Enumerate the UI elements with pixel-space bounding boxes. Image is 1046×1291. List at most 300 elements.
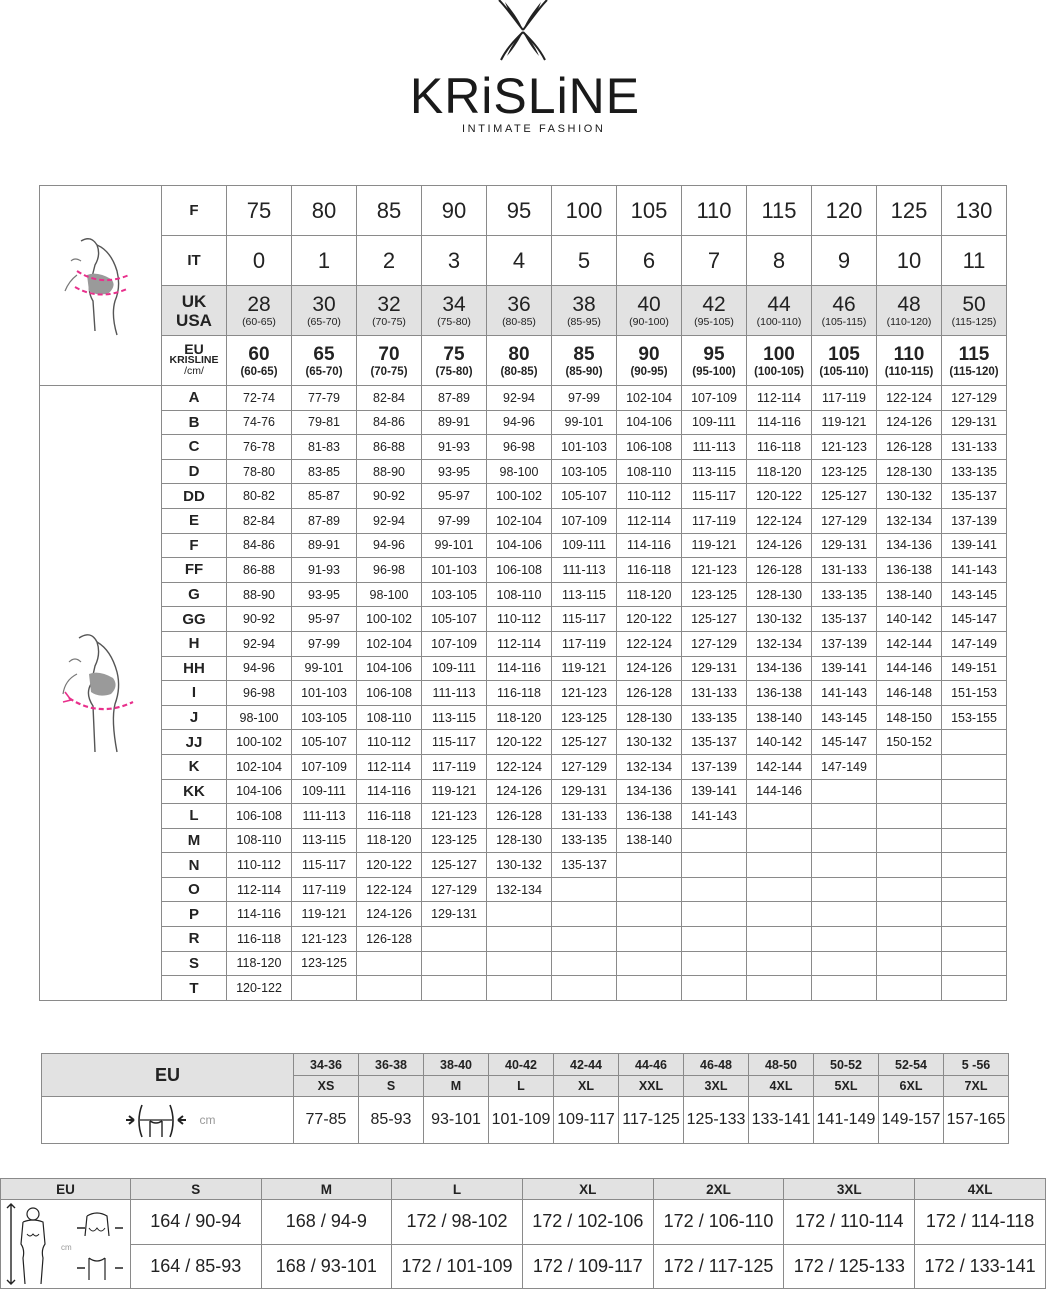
height-bust-cell: 172 / 98-102 — [392, 1200, 523, 1245]
bust-range-cell — [812, 951, 877, 976]
bust-range-cell — [812, 927, 877, 952]
bust-range-cell: 111-113 — [552, 558, 617, 583]
bust-range-cell: 115-117 — [292, 853, 357, 878]
bust-range-cell: 109-111 — [422, 656, 487, 681]
bust-range-cell: 109-111 — [292, 779, 357, 804]
bust-range-cell — [357, 976, 422, 1001]
band-size-cell: 3 — [422, 236, 487, 286]
band-size-cell: 10 — [877, 236, 942, 286]
bust-range-cell: 104-106 — [487, 533, 552, 558]
bust-range-cell: 126-128 — [617, 681, 682, 706]
bust-range-cell: 110-112 — [227, 853, 292, 878]
bust-range-cell: 118-120 — [487, 705, 552, 730]
bust-range-cell — [747, 927, 812, 952]
bust-range-cell: 122-124 — [357, 877, 422, 902]
bust-range-cell: 124-126 — [877, 410, 942, 435]
bust-range-cell: 90-92 — [357, 484, 422, 509]
bust-range-cell — [682, 853, 747, 878]
bust-range-cell — [552, 877, 617, 902]
uk-size-range: (85-95) — [567, 315, 601, 328]
bust-range-cell: 131-133 — [812, 558, 877, 583]
butterfly-logo-icon — [487, 0, 559, 62]
cup-label: S — [162, 951, 227, 976]
eu-size-range: (90-95) — [630, 365, 668, 378]
bust-range-cell: 113-115 — [552, 582, 617, 607]
band-size-cell: 9 — [812, 236, 877, 286]
bust-range-cell: 122-124 — [617, 631, 682, 656]
bust-range-cell: 132-134 — [877, 508, 942, 533]
height-hips-cell: 172 / 117-125 — [653, 1244, 784, 1289]
height-bust-cell: 172 / 106-110 — [653, 1200, 784, 1245]
band-size-cell: 8 — [747, 236, 812, 286]
body-figure-cell — [1, 1200, 131, 1289]
height-bust-cell: 164 / 90-94 — [130, 1200, 261, 1245]
cup-label: FF — [162, 558, 227, 583]
uk-size-range: (80-85) — [502, 315, 536, 328]
band-size-cell: 120 — [812, 186, 877, 236]
bust-range-cell: 97-99 — [552, 386, 617, 411]
bust-range-cell: 104-106 — [357, 656, 422, 681]
cup-label: A — [162, 386, 227, 411]
bust-range-cell: 127-129 — [552, 754, 617, 779]
cup-label: KK — [162, 779, 227, 804]
bust-range-cell — [812, 976, 877, 1001]
brand-name: KRiSLiNE — [409, 68, 641, 124]
bust-range-cell: 130-132 — [617, 730, 682, 755]
uk-size-value: 44 — [767, 292, 791, 316]
bust-range-cell: 126-128 — [747, 558, 812, 583]
eu-size-cell — [747, 336, 812, 386]
bust-range-cell: 122-124 — [487, 754, 552, 779]
bust-range-cell — [942, 927, 1007, 952]
bust-range-cell: 92-94 — [487, 386, 552, 411]
eu-size-cell: 40-42 — [489, 1054, 554, 1076]
eu-size-cell: 42-44 — [554, 1054, 619, 1076]
bust-range-cell: 101-103 — [292, 681, 357, 706]
band-size-cell: 105 — [617, 186, 682, 236]
eu-size-value: 65 — [313, 343, 335, 365]
eu-size-cell: 36-38 — [359, 1054, 424, 1076]
eu-krisline-label — [162, 336, 227, 386]
bust-range-cell: 123-125 — [552, 705, 617, 730]
uk-size-cell — [487, 286, 552, 336]
band-size-cell: 85 — [357, 186, 422, 236]
uk-size-value: 42 — [702, 292, 726, 316]
bust-range-cell — [942, 754, 1007, 779]
bust-range-cell: 119-121 — [292, 902, 357, 927]
bust-range-cell: 122-124 — [877, 386, 942, 411]
bust-range-cell: 98-100 — [227, 705, 292, 730]
band-size-cell: 125 — [877, 186, 942, 236]
bust-range-cell: 106-108 — [357, 681, 422, 706]
height-hips-cell: 172 / 133-141 — [915, 1244, 1046, 1289]
bust-range-cell: 125-127 — [422, 853, 487, 878]
bust-range-cell: 108-110 — [487, 582, 552, 607]
bust-range-cell: 118-120 — [227, 951, 292, 976]
brand-tagline: INTIMATE FASHION — [462, 123, 606, 135]
bust-range-cell: 127-129 — [682, 631, 747, 656]
bust-range-cell: 118-120 — [357, 828, 422, 853]
bust-range-cell: 96-98 — [357, 558, 422, 583]
bust-range-cell: 77-79 — [292, 386, 357, 411]
eu-size-cell — [422, 336, 487, 386]
bust-range-cell: 125-127 — [552, 730, 617, 755]
eu-size-cell: 5 -56 — [944, 1054, 1009, 1076]
bust-range-cell: 100-102 — [227, 730, 292, 755]
bust-range-cell: 133-135 — [812, 582, 877, 607]
bust-range-cell: 129-131 — [942, 410, 1007, 435]
bust-range-cell: 129-131 — [422, 902, 487, 927]
bust-range-cell: 131-133 — [552, 804, 617, 829]
bust-range-cell — [812, 804, 877, 829]
bust-range-cell — [812, 853, 877, 878]
bust-range-cell: 120-122 — [617, 607, 682, 632]
bust-range-cell: 102-104 — [357, 631, 422, 656]
bust-range-cell: 82-84 — [357, 386, 422, 411]
height-bust-cell: 172 / 102-106 — [522, 1200, 653, 1245]
size-header-cell: 3XL — [784, 1179, 915, 1200]
bust-range-cell — [877, 976, 942, 1001]
uk-usa-label — [162, 286, 227, 336]
bust-range-cell: 127-129 — [812, 508, 877, 533]
bust-range-cell: 145-147 — [942, 607, 1007, 632]
bust-range-cell: 134-136 — [747, 656, 812, 681]
bust-range-cell: 130-132 — [877, 484, 942, 509]
band-size-cell: 7 — [682, 236, 747, 286]
bust-range-cell: 145-147 — [812, 730, 877, 755]
bust-range-cell: 137-139 — [682, 754, 747, 779]
underbust-figure-cell — [40, 386, 162, 1001]
cup-label: DD — [162, 484, 227, 509]
eu-size-range: (95-100) — [692, 365, 736, 378]
bust-range-cell: 91-93 — [292, 558, 357, 583]
bust-range-cell: 136-138 — [617, 804, 682, 829]
height-hips-cell: 164 / 85-93 — [130, 1244, 261, 1289]
band-size-cell: 100 — [552, 186, 617, 236]
hip-range-cell: 85-93 — [359, 1097, 424, 1144]
bust-range-cell — [942, 804, 1007, 829]
uk-size-value: 28 — [247, 292, 271, 316]
bust-range-cell: 135-137 — [552, 853, 617, 878]
bust-range-cell: 151-153 — [942, 681, 1007, 706]
bust-range-cell: 133-135 — [552, 828, 617, 853]
uk-size-range: (65-70) — [307, 315, 341, 328]
bust-range-cell: 113-115 — [292, 828, 357, 853]
bust-range-cell: 100-102 — [357, 607, 422, 632]
letter-size-cell: XS — [294, 1076, 359, 1097]
bust-range-cell: 142-144 — [747, 754, 812, 779]
bust-range-cell: 144-146 — [747, 779, 812, 804]
band-size-cell: 5 — [552, 236, 617, 286]
bust-range-cell: 110-112 — [617, 484, 682, 509]
bust-range-cell: 112-114 — [487, 631, 552, 656]
bust-range-cell: 104-106 — [227, 779, 292, 804]
bust-range-cell: 127-129 — [422, 877, 487, 902]
bottom-eu-label: EU — [1, 1179, 131, 1200]
uk-size-cell — [942, 286, 1007, 336]
uk-size-range: (90-100) — [629, 315, 669, 328]
bust-range-cell — [682, 976, 747, 1001]
bust-range-cell: 124-126 — [617, 656, 682, 681]
bust-range-cell: 141-143 — [812, 681, 877, 706]
bust-range-cell: 90-92 — [227, 607, 292, 632]
bust-range-cell — [942, 853, 1007, 878]
bust-range-cell: 132-134 — [487, 877, 552, 902]
cup-label: P — [162, 902, 227, 927]
bust-range-cell — [617, 853, 682, 878]
bust-range-cell — [877, 877, 942, 902]
bust-range-cell: 80-82 — [227, 484, 292, 509]
bust-range-cell: 135-137 — [812, 607, 877, 632]
bust-range-cell — [877, 927, 942, 952]
bust-range-cell: 92-94 — [357, 508, 422, 533]
bust-range-cell: 117-119 — [812, 386, 877, 411]
bust-range-cell: 136-138 — [747, 681, 812, 706]
eu-size-value: 70 — [378, 343, 400, 365]
cup-label: HH — [162, 656, 227, 681]
bust-range-cell — [877, 828, 942, 853]
bust-range-cell — [747, 902, 812, 927]
bust-range-cell: 103-105 — [552, 459, 617, 484]
bust-range-cell: 120-122 — [487, 730, 552, 755]
bust-range-cell: 131-133 — [942, 435, 1007, 460]
bust-range-cell — [422, 927, 487, 952]
cup-label: JJ — [162, 730, 227, 755]
bust-range-cell: 127-129 — [942, 386, 1007, 411]
bust-range-cell: 117-119 — [682, 508, 747, 533]
bust-range-cell — [617, 902, 682, 927]
eu-size-cell — [682, 336, 747, 386]
bust-range-cell: 130-132 — [487, 853, 552, 878]
bust-figure-cell — [40, 186, 162, 386]
eu-size-value: 60 — [248, 343, 270, 365]
letter-size-cell: 4XL — [749, 1076, 814, 1097]
height-hips-cell: 172 / 101-109 — [392, 1244, 523, 1289]
bust-range-cell: 102-104 — [487, 508, 552, 533]
bust-range-cell: 120-122 — [357, 853, 422, 878]
eu-size-value: 80 — [508, 343, 530, 365]
bust-range-cell: 89-91 — [292, 533, 357, 558]
bust-range-cell: 147-149 — [942, 631, 1007, 656]
size-system-label: F — [162, 186, 227, 236]
bust-range-cell: 141-143 — [942, 558, 1007, 583]
bust-range-cell: 143-145 — [812, 705, 877, 730]
bust-range-cell: 110-112 — [357, 730, 422, 755]
bust-range-cell — [747, 976, 812, 1001]
bust-range-cell — [747, 877, 812, 902]
uk-size-range: (110-120) — [886, 315, 932, 328]
uk-size-range: (60-65) — [242, 315, 276, 328]
bust-range-cell: 124-126 — [487, 779, 552, 804]
bust-range-cell: 108-110 — [617, 459, 682, 484]
bust-range-cell — [942, 976, 1007, 1001]
band-size-cell: 1 — [292, 236, 357, 286]
eu-size-cell — [487, 336, 552, 386]
hip-range-cell: 157-165 — [944, 1097, 1009, 1144]
bust-range-cell: 106-108 — [617, 435, 682, 460]
cup-label: L — [162, 804, 227, 829]
bust-range-cell: 89-91 — [422, 410, 487, 435]
bust-range-cell — [877, 951, 942, 976]
bust-range-cell — [552, 902, 617, 927]
band-size-cell: 95 — [487, 186, 552, 236]
bust-range-cell: 139-141 — [812, 656, 877, 681]
bust-range-cell: 79-81 — [292, 410, 357, 435]
bra-size-table — [39, 185, 1007, 1001]
bust-range-cell: 141-143 — [682, 804, 747, 829]
band-size-cell: 4 — [487, 236, 552, 286]
height-bust-cell: 168 / 94-9 — [261, 1200, 392, 1245]
bust-range-cell: 116-118 — [747, 435, 812, 460]
bust-range-cell — [292, 976, 357, 1001]
cup-label: O — [162, 877, 227, 902]
bust-range-cell: 125-127 — [682, 607, 747, 632]
bust-range-cell: 81-83 — [292, 435, 357, 460]
bust-range-cell — [617, 976, 682, 1001]
bust-range-cell: 92-94 — [227, 631, 292, 656]
bust-range-cell: 126-128 — [487, 804, 552, 829]
hip-measure-icon — [120, 1101, 192, 1139]
bust-range-cell: 103-105 — [292, 705, 357, 730]
hip-range-cell: 149-157 — [879, 1097, 944, 1144]
bust-range-cell: 134-136 — [877, 533, 942, 558]
bust-range-cell: 129-131 — [552, 779, 617, 804]
bust-range-cell — [812, 877, 877, 902]
bust-range-cell: 133-135 — [942, 459, 1007, 484]
bust-range-cell: 105-107 — [422, 607, 487, 632]
bust-range-cell: 123-125 — [422, 828, 487, 853]
bust-range-cell — [877, 804, 942, 829]
hip-range-cell: 93-101 — [424, 1097, 489, 1144]
bust-range-cell: 121-123 — [292, 927, 357, 952]
bust-range-cell — [617, 951, 682, 976]
eu-label: EU — [184, 341, 204, 357]
uk-size-range: (105-115) — [821, 315, 867, 328]
bust-range-cell: 84-86 — [357, 410, 422, 435]
body-measure-table — [0, 1178, 1046, 1289]
bust-range-cell — [422, 951, 487, 976]
bust-range-cell: 111-113 — [682, 435, 747, 460]
bust-range-cell: 121-123 — [422, 804, 487, 829]
eu-size-cell: 38-40 — [424, 1054, 489, 1076]
bust-range-cell: 105-107 — [552, 484, 617, 509]
uk-size-range: (100-110) — [756, 315, 802, 328]
bust-range-cell: 112-114 — [227, 877, 292, 902]
band-size-cell: 80 — [292, 186, 357, 236]
bust-range-cell: 119-121 — [552, 656, 617, 681]
bust-range-cell: 108-110 — [357, 705, 422, 730]
bust-range-cell — [747, 828, 812, 853]
size-header-cell: L — [392, 1179, 523, 1200]
eu-size-value: 75 — [443, 343, 465, 365]
eu-size-cell — [227, 336, 292, 386]
bust-range-cell: 116-118 — [487, 681, 552, 706]
bust-range-cell — [682, 877, 747, 902]
uk-size-cell — [812, 286, 877, 336]
bust-range-cell: 128-130 — [617, 705, 682, 730]
eu-size-range: (100-105) — [754, 365, 804, 378]
bust-range-cell: 72-74 — [227, 386, 292, 411]
eu-size-range: (80-85) — [500, 365, 538, 378]
eu-size-cell: 50-52 — [814, 1054, 879, 1076]
eu-size-value: 100 — [763, 343, 795, 365]
bust-range-cell: 76-78 — [227, 435, 292, 460]
bust-range-cell: 116-118 — [617, 558, 682, 583]
eu-size-cell: 46-48 — [684, 1054, 749, 1076]
bust-range-cell: 88-90 — [227, 582, 292, 607]
bust-range-cell — [942, 902, 1007, 927]
bust-range-cell: 153-155 — [942, 705, 1007, 730]
cup-label: M — [162, 828, 227, 853]
bust-range-cell: 83-85 — [292, 459, 357, 484]
size-system-label: IT — [162, 236, 227, 286]
bust-range-cell — [487, 976, 552, 1001]
eu-size-value: 90 — [638, 343, 660, 365]
bust-range-cell: 137-139 — [942, 508, 1007, 533]
height-hips-cell: 172 / 125-133 — [784, 1244, 915, 1289]
height-hips-cell: 168 / 93-101 — [261, 1244, 392, 1289]
bust-range-cell: 103-105 — [422, 582, 487, 607]
bust-range-cell: 120-122 — [227, 976, 292, 1001]
bust-range-cell: 115-117 — [422, 730, 487, 755]
bust-range-cell: 98-100 — [357, 582, 422, 607]
bust-range-cell: 118-120 — [617, 582, 682, 607]
eu-size-range: (75-80) — [435, 365, 473, 378]
bust-range-cell: 119-121 — [812, 410, 877, 435]
size-header-cell: S — [130, 1179, 261, 1200]
bust-range-cell: 121-123 — [682, 558, 747, 583]
bust-range-cell — [942, 828, 1007, 853]
brand-header — [0, 0, 1046, 150]
bust-range-cell: 97-99 — [422, 508, 487, 533]
bust-range-cell: 104-106 — [617, 410, 682, 435]
bust-range-cell: 100-102 — [487, 484, 552, 509]
bust-range-cell: 136-138 — [877, 558, 942, 583]
uk-size-value: 36 — [507, 292, 531, 316]
bust-range-cell: 114-116 — [487, 656, 552, 681]
bust-range-cell: 117-119 — [422, 754, 487, 779]
hip-measure-cell — [42, 1097, 294, 1144]
bust-range-cell: 120-122 — [747, 484, 812, 509]
bust-range-cell: 135-137 — [682, 730, 747, 755]
bust-range-cell: 140-142 — [747, 730, 812, 755]
bust-range-cell: 96-98 — [227, 681, 292, 706]
eu-size-cell — [812, 336, 877, 386]
bust-range-cell — [747, 951, 812, 976]
bust-range-cell: 121-123 — [552, 681, 617, 706]
bust-range-cell — [552, 927, 617, 952]
hip-range-cell: 109-117 — [554, 1097, 619, 1144]
bust-range-cell: 99-101 — [552, 410, 617, 435]
hip-range-cell: 141-149 — [814, 1097, 879, 1144]
bust-range-cell — [877, 779, 942, 804]
bust-range-cell — [552, 976, 617, 1001]
bust-range-cell: 85-87 — [292, 484, 357, 509]
bust-range-cell: 114-116 — [747, 410, 812, 435]
uk-size-cell — [357, 286, 422, 336]
bust-range-cell: 94-96 — [227, 656, 292, 681]
bust-range-cell — [942, 951, 1007, 976]
eu-letter-size-table — [41, 1053, 1009, 1144]
bust-range-cell: 117-119 — [552, 631, 617, 656]
bust-range-cell — [942, 779, 1007, 804]
eu-size-range: (60-65) — [240, 365, 278, 378]
bust-range-cell — [617, 927, 682, 952]
eu-size-cell — [292, 336, 357, 386]
cup-label: H — [162, 631, 227, 656]
eu-size-cell — [617, 336, 682, 386]
bust-range-cell — [942, 877, 1007, 902]
